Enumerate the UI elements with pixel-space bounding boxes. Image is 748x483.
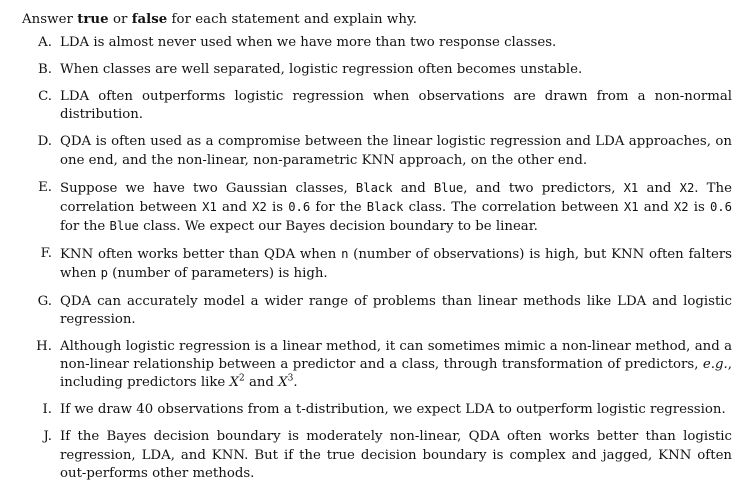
statement-a — [22, 34, 732, 52]
text-run: . The correlation between — [60, 180, 732, 215]
text-run: , and two predictors, — [463, 180, 624, 196]
statement-text — [60, 338, 732, 393]
superscript-2: 2 — [238, 373, 245, 384]
math-x: X — [229, 375, 239, 391]
statement-text: LDA often outperforms logistic regression when observations are drawn from a non-normal distribution. — [60, 89, 732, 123]
code-black: Black — [366, 199, 404, 214]
code-value: 0.6 — [709, 199, 732, 214]
text-run: and — [244, 375, 279, 391]
code-value: 0.6 — [288, 199, 311, 214]
statement-text: QDA is often used as a compromise between the linear logistic regression and LDA approaches, on one end, and the non-linear, non-parametric KNN approach, on the other end. — [60, 134, 732, 168]
statement-d — [22, 133, 732, 169]
text-run: for the — [60, 219, 110, 235]
statement-letter: J. — [43, 429, 52, 445]
code-x1: X1 — [623, 180, 639, 195]
math-x: X — [278, 375, 288, 391]
eg-abbrev: e.g. — [702, 357, 728, 373]
code-p: p — [100, 266, 108, 281]
text-run: Although logistic regression is a linear method, it can sometimes mimic a non-linear method, and a non-linear relationship between a predictor and a class, through transformation of predictors, — [60, 338, 732, 373]
statement-text: If we draw 40 observations from a t-distribution, we expect LDA to outperform logistic regression. — [60, 402, 726, 418]
statement-text — [60, 245, 732, 283]
code-blue: Blue — [109, 219, 139, 234]
text-run: (number of parameters) is high. — [107, 266, 328, 282]
code-x2: X2 — [252, 199, 267, 214]
code-x2: X2 — [679, 180, 695, 195]
statement-b — [22, 61, 732, 79]
statement-text: QDA can accurately model a wider range of problems than linear methods like LDA and logistic regression. — [60, 293, 732, 327]
text-run: and — [638, 199, 674, 215]
statement-letter: G. — [37, 293, 52, 309]
text-run: is — [266, 199, 289, 215]
instructions-text: for each statement and explain why. — [167, 12, 418, 27]
instructions — [22, 11, 732, 29]
statement-letter: I. — [42, 402, 52, 418]
text-run: and — [216, 199, 253, 215]
false-word: false — [131, 12, 168, 27]
statement-letter: B. — [38, 62, 52, 78]
code-black: Black — [355, 180, 393, 195]
instructions-text: or — [108, 12, 132, 27]
statement-letter: C. — [38, 89, 52, 105]
statement-text — [60, 179, 732, 237]
code-x1: X1 — [623, 199, 639, 214]
text-run: . — [293, 375, 298, 391]
code-x1: X1 — [202, 199, 217, 214]
statement-letter: D. — [37, 134, 52, 150]
instructions-text: Answer — [22, 12, 78, 27]
text-run: and — [638, 180, 680, 196]
statement-text: LDA is almost never used when we have more than two response classes. — [60, 35, 557, 50]
text-run: and — [392, 180, 434, 196]
statement-list — [22, 34, 732, 483]
code-n: n — [341, 247, 349, 262]
statement-e — [22, 179, 732, 237]
text-run: (number of observations) is high, but KNN often falters when — [60, 247, 732, 282]
text-run: , including predictors like — [60, 357, 732, 391]
statement-h — [22, 338, 732, 393]
statement-letter: F. — [40, 246, 52, 262]
text-run: for the — [310, 199, 367, 215]
statement-f — [22, 245, 732, 283]
text-run: class. We expect our Bayes decision boundary to be linear. — [138, 219, 538, 235]
text-run: Suppose we have two Gaussian classes, — [60, 180, 356, 196]
statement-c — [22, 88, 732, 124]
text-run: KNN often works better than QDA when — [60, 247, 342, 263]
text-run: class. The correlation between — [403, 199, 624, 215]
statement-text: When classes are well separated, logistic regression often becomes unstable. — [60, 62, 583, 78]
statement-text: If the Bayes decision boundary is moderately non-linear, QDA often works better than logistic regression, LDA, and KNN. But if the true decision boundary is complex and jagged, KNN often out-performs other methods. — [60, 429, 732, 481]
statement-letter: H. — [36, 338, 52, 354]
code-x2: X2 — [673, 199, 689, 214]
text-run: is — [688, 199, 710, 215]
statement-g — [22, 293, 732, 329]
statement-letter: E. — [38, 179, 52, 195]
true-word: true — [77, 12, 109, 27]
statement-letter: A. — [38, 35, 52, 50]
superscript-3: 3 — [287, 373, 294, 384]
statement-i — [22, 401, 732, 419]
code-blue: Blue — [433, 180, 464, 195]
